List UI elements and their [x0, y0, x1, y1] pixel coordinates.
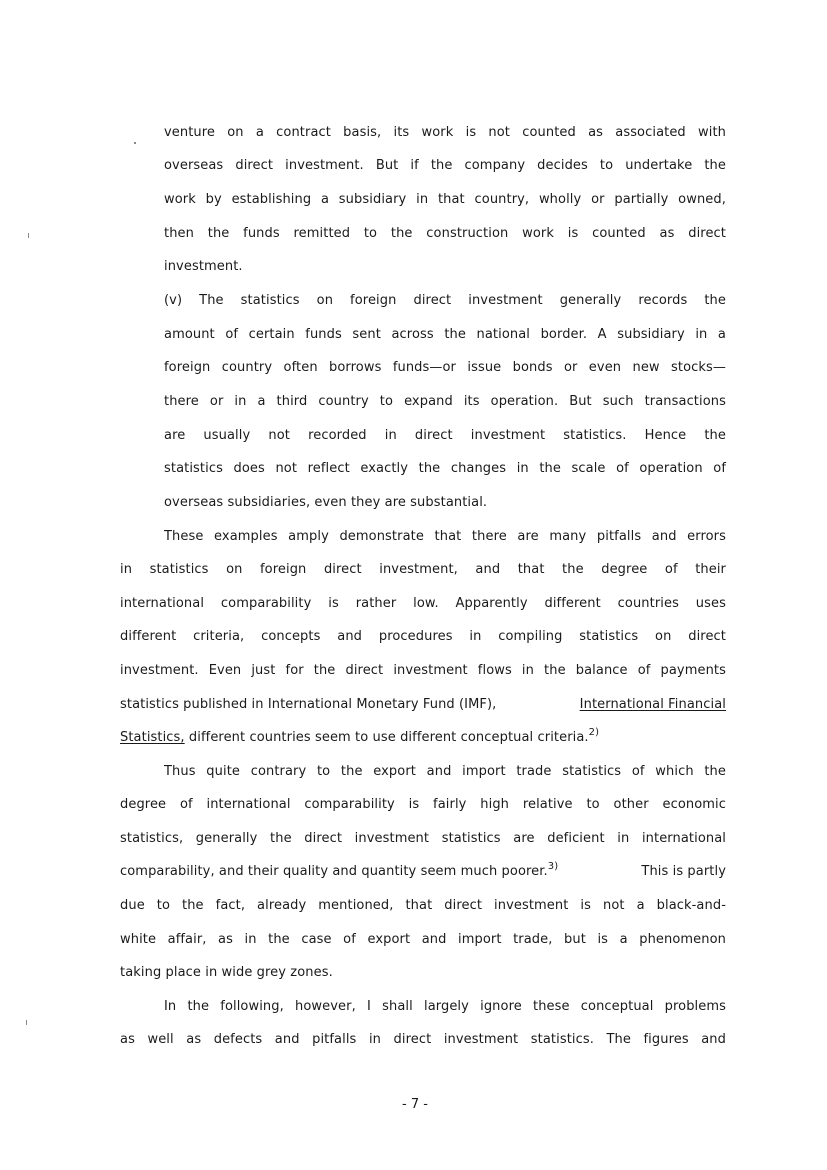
text-line: amount of certain funds sent across the national border. A subsidiary in a	[164, 327, 726, 342]
paragraph-start: Thus quite contrary to the export and import trade statistics of which the	[164, 764, 726, 779]
publication-title: Statistics,	[120, 730, 185, 745]
text-line: taking place in wide grey zones.	[120, 965, 333, 980]
text-line: foreign country often borrows funds—or issue bonds or even new stocks—	[164, 360, 726, 375]
text-line: work by establishing a subsidiary in that country, wholly or partially owned,	[164, 192, 726, 207]
text-line: degree of international comparability is fairly high relative to other economic	[120, 797, 726, 812]
text-span: This is partly	[632, 864, 726, 879]
text-line: statistics, generally the direct investment statistics are deficient in international	[120, 831, 726, 846]
text-line: then the funds remitted to the construction work is counted as direct	[164, 226, 726, 241]
text-line: investment.	[164, 259, 243, 274]
text-line	[120, 863, 726, 881]
text-line: are usually not recorded in direct investment statistics. Hence the	[164, 428, 726, 443]
text-span: comparability, and their quality and quantity seem much poorer.	[120, 864, 548, 879]
text-line: as well as defects and pitfalls in direct investment statistics. The figures and	[120, 1032, 726, 1047]
text-line: overseas direct investment. But if the company decides to undertake the	[164, 158, 726, 173]
text-span: statistics published in International Monetary Fund (IMF),	[120, 697, 501, 712]
text-line: investment. Even just for the direct investment flows in the balance of payments	[120, 663, 726, 678]
text-line: venture on a contract basis, its work is not counted as associated with	[164, 125, 726, 140]
text-line: statistics does not reflect exactly the changes in the scale of operation of	[164, 461, 726, 476]
scan-speck	[28, 233, 29, 238]
text-span: different countries seem to use different conceptual criteria.	[184, 730, 589, 745]
scan-speck	[26, 1020, 27, 1025]
scan-speck	[134, 142, 136, 144]
text-line	[120, 729, 599, 747]
paragraph-start: These examples amply demonstrate that there are many pitfalls and errors	[164, 529, 726, 544]
text-line: in statistics on foreign direct investment, and that the degree of their	[120, 562, 726, 577]
footnote-ref: 2)	[588, 727, 600, 738]
text-line: international comparability is rather low. Apparently different countries uses	[120, 596, 726, 611]
paragraph-start: In the following, however, I shall largely ignore these conceptual problems	[164, 999, 726, 1014]
text-line: there or in a third country to expand its operation. But such transactions	[164, 394, 726, 409]
text-line: overseas subsidiaries, even they are substantial.	[164, 495, 488, 510]
text-line: white affair, as in the case of export and import trade, but is a phenomenon	[120, 932, 726, 947]
text-line: different criteria, concepts and procedures in compiling statistics on direct	[120, 629, 726, 644]
publication-title: International Financial	[579, 697, 726, 712]
text-line	[120, 696, 726, 714]
footnote-ref: 3)	[547, 861, 559, 872]
text-line: due to the fact, already mentioned, that direct investment is not a black-and-	[120, 898, 726, 913]
page-number: - 7 -	[402, 1097, 428, 1112]
list-item-v: (v) The statistics on foreign direct investment generally records the	[164, 293, 726, 308]
